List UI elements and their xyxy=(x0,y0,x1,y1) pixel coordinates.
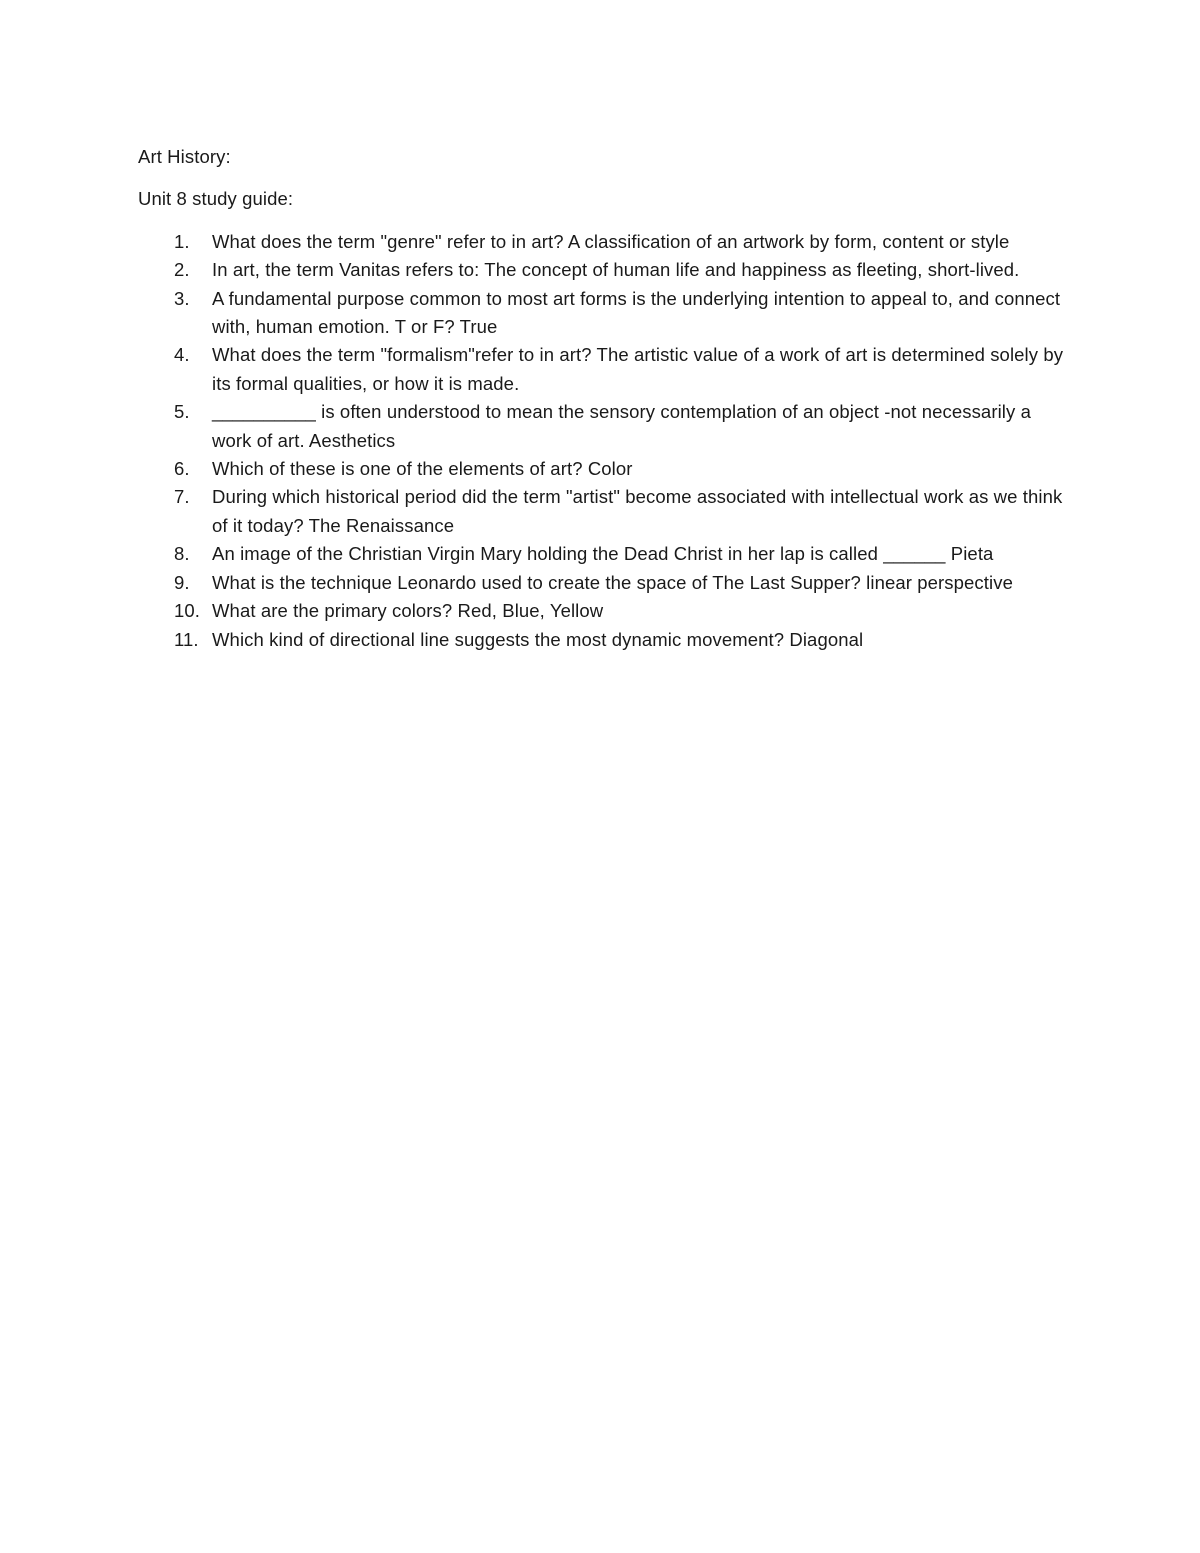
list-item xyxy=(138,540,1068,568)
item-number: 11. xyxy=(174,628,199,650)
item-number: 9. xyxy=(174,571,190,593)
item-text: In art, the term Vanitas refers to: The concept of human life and happiness as fleeting, short-lived. xyxy=(212,259,1020,281)
list-item xyxy=(138,569,1068,597)
list-item xyxy=(138,228,1068,256)
item-number: 3. xyxy=(174,287,190,309)
item-text: Which kind of directional line suggests the most dynamic movement? Diagonal xyxy=(212,628,864,650)
item-number: 10. xyxy=(174,600,201,622)
list-item xyxy=(138,341,1068,398)
item-number: 5. xyxy=(174,401,190,423)
item-text: An image of the Christian Virgin Mary holding the Dead Christ in her lap is called ______ Pieta xyxy=(212,543,994,565)
item-number: 4. xyxy=(174,344,190,366)
document-subtitle: Unit 8 study guide: xyxy=(138,188,294,210)
list-item xyxy=(138,626,1068,654)
item-text: What is the technique Leonardo used to create the space of The Last Supper? linear perspective xyxy=(212,571,1013,593)
item-text: During which historical period did the term "artist" become associated with intellectual work as we think of it today? The Renaissance xyxy=(212,486,1063,536)
list-item xyxy=(138,597,1068,625)
document-title: Art History: xyxy=(138,146,231,167)
item-text: __________ is often understood to mean the sensory contemplation of an object -not necessarily a work of art. Aesthetics xyxy=(212,401,1031,451)
list-item xyxy=(138,256,1068,284)
list-item xyxy=(138,285,1068,342)
question-list xyxy=(138,228,1068,654)
item-number: 7. xyxy=(174,486,190,508)
list-item xyxy=(138,483,1068,540)
item-number: 2. xyxy=(174,259,190,281)
item-text: Which of these is one of the elements of art? Color xyxy=(212,458,633,480)
item-number: 1. xyxy=(174,230,190,252)
list-item xyxy=(138,455,1068,483)
item-number: 8. xyxy=(174,543,190,565)
item-text: What does the term "genre" refer to in art? A classification of an artwork by form, content or style xyxy=(212,230,1010,252)
item-number: 6. xyxy=(174,458,190,480)
item-text: What are the primary colors? Red, Blue, Yellow xyxy=(212,600,604,622)
document-content xyxy=(138,143,1068,654)
item-text: What does the term "formalism"refer to in art? The artistic value of a work of art is determined solely by its formal qualities, or how it is made. xyxy=(212,344,1064,394)
list-item xyxy=(138,398,1068,455)
item-text: A fundamental purpose common to most art forms is the underlying intention to appeal to, and connect with, human emotion. T or F? True xyxy=(212,287,1061,338)
